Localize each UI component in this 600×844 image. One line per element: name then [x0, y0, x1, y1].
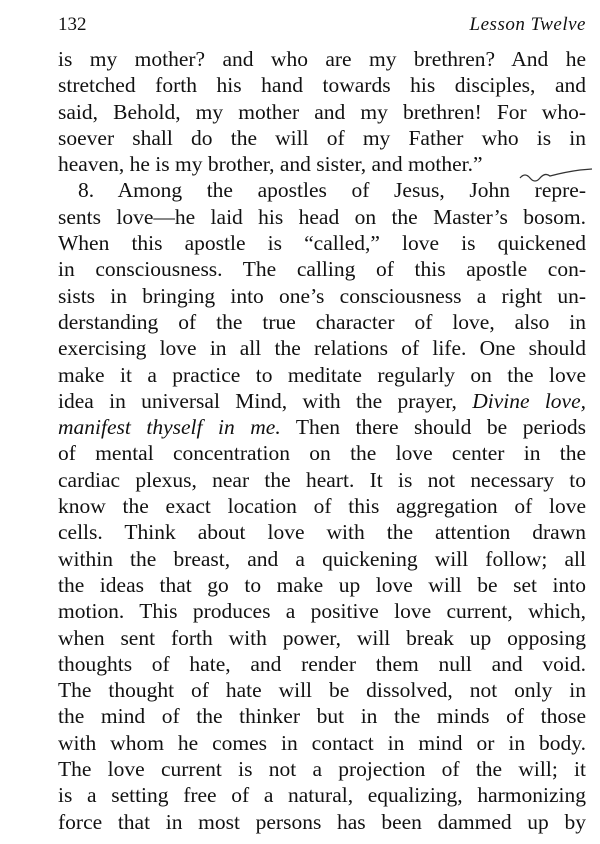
text-line: cardiac plexus, near the heart. It is not necessary to: [58, 467, 586, 492]
text-line: said, Behold, my mother and my brethren! For who-: [58, 99, 586, 124]
italic-prayer: Divine love,: [472, 388, 587, 413]
text-line: heaven, he is my brother, and sister, and mother.”: [58, 152, 483, 177]
text-line: soever shall do the will of my Father who is in: [58, 125, 586, 150]
text-line: thoughts of hate, and render them null and void.: [58, 651, 586, 676]
text-line: the ideas that go to make up love will be set into: [58, 572, 586, 597]
text-line: sents love—he laid his head on the Master’s bosom.: [58, 204, 586, 229]
text-line: The thought of hate will be dissolved, not only in: [58, 678, 586, 703]
text-line: [58, 414, 586, 440]
text-line: is my mother? and who are my brethren? And he: [58, 47, 586, 71]
italic-prayer: manifest thyself in me.: [58, 415, 281, 440]
text-line: motion. This produces a positive love current, which,: [58, 599, 586, 624]
text-line: cells. Think about love with the attention drawn: [58, 520, 586, 545]
text-line: The love current is not a projection of the will; it: [58, 757, 586, 782]
text-segment: idea in universal Mind, with the prayer,: [58, 388, 457, 413]
text-line: When this apostle is “called,” love is quickened: [58, 231, 586, 256]
text-line: within the breast, and a quickening will follow; all: [58, 546, 586, 571]
text-line: in consciousness. The calling of this apostle con-: [58, 257, 586, 282]
text-line: [58, 388, 586, 414]
page-number: 132: [58, 14, 87, 35]
text-line: derstanding of the true character of love, also in: [58, 309, 586, 334]
text-line: when sent forth with power, will break up opposing: [58, 625, 586, 650]
pen-underline-mark: [470, 160, 595, 190]
text-line: of mental concentration on the love center in the: [58, 441, 586, 466]
text-line: force that in most persons has been dammed up by: [58, 809, 586, 834]
text-line: know the exact location of this aggregation of love: [58, 494, 586, 519]
text-line: stretched forth his hand towards his disciples, and: [58, 73, 586, 98]
text-line: exercising love in all the relations of life. One should: [58, 336, 586, 361]
text-line: the mind of the thinker but in the minds of those: [58, 704, 586, 729]
running-title: Lesson Twelve: [469, 14, 586, 35]
text-line: 8. Among the apostles of Jesus, John repre-: [78, 178, 586, 203]
text-line: make it a practice to meditate regularly on the love: [58, 362, 586, 387]
text-segment: Then there should be periods: [295, 415, 586, 440]
text-line: with whom he comes in contact in mind or in body.: [58, 730, 586, 755]
text-line: is a setting free of a natural, equalizing, harmonizing: [58, 783, 586, 808]
text-line: sists in bringing into one’s consciousness a right un-: [58, 283, 586, 308]
